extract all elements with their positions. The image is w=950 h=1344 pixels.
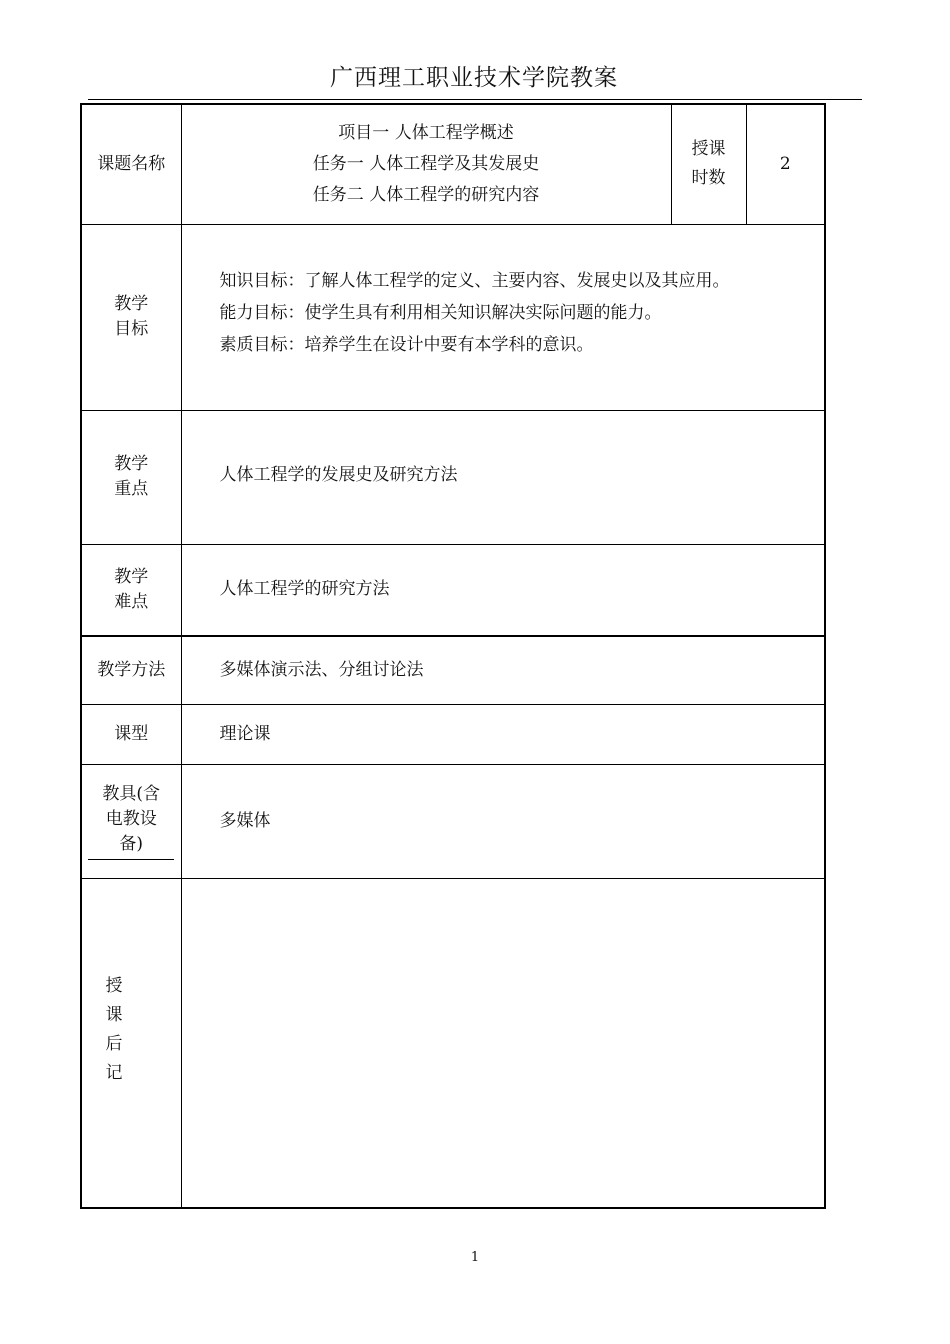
- document-title: 广西理工职业技术学院教案: [330, 65, 618, 91]
- row-course-type: [81, 704, 825, 764]
- row-topic: [81, 104, 825, 224]
- topic-line: 任务二 人体工程学的研究内容: [312, 184, 540, 205]
- objective-ability: 能力目标：使学生具有利用相关知识解决实际问题的能力。: [219, 303, 662, 323]
- topic-line: 任务一 人体工程学及其发展史: [312, 153, 540, 174]
- row-reflection: [81, 878, 825, 1208]
- row-objectives: [81, 224, 825, 410]
- method-cell: 多媒体演示法、分组讨论法: [181, 636, 825, 704]
- key-points-cell: 人体工程学的发展史及研究方法: [181, 410, 825, 544]
- row-key-points: [81, 410, 825, 544]
- objectives-cell: [181, 224, 825, 410]
- hours-value: 2: [746, 104, 825, 224]
- difficulties-label: 教学 难点: [81, 544, 181, 636]
- topic-cell: [181, 104, 671, 224]
- topic-label: 课题名称: [81, 104, 181, 224]
- row-method: [81, 636, 825, 704]
- method-label: 教学方法: [81, 636, 181, 704]
- objectives-label: 教学 目标: [81, 224, 181, 410]
- reflection-label: 授 课 后 记: [81, 878, 181, 1208]
- title-underline: [88, 99, 862, 100]
- objective-quality: 素质目标：培养学生在设计中要有本学科的意识。: [219, 335, 594, 355]
- course-type-cell: 理论课: [181, 704, 825, 764]
- topic-line: 项目一 人体工程学概述: [338, 122, 514, 143]
- reflection-cell: [181, 878, 825, 1208]
- difficulties-cell: 人体工程学的研究方法: [181, 544, 825, 636]
- key-points-label: 教学 重点: [81, 410, 181, 544]
- equipment-label: 教具(含 电教设 备): [81, 764, 181, 878]
- objective-knowledge: 知识目标：了解人体工程学的定义、主要内容、发展史以及其应用。: [219, 271, 730, 291]
- hours-label: 授课 时数: [671, 104, 746, 224]
- row-difficulties: [81, 544, 825, 636]
- course-type-label: 课型: [81, 704, 181, 764]
- page-number: 1: [470, 1250, 480, 1265]
- lesson-plan-table: [80, 103, 826, 1209]
- row-equipment: [81, 764, 825, 878]
- equipment-cell: 多媒体: [181, 764, 825, 878]
